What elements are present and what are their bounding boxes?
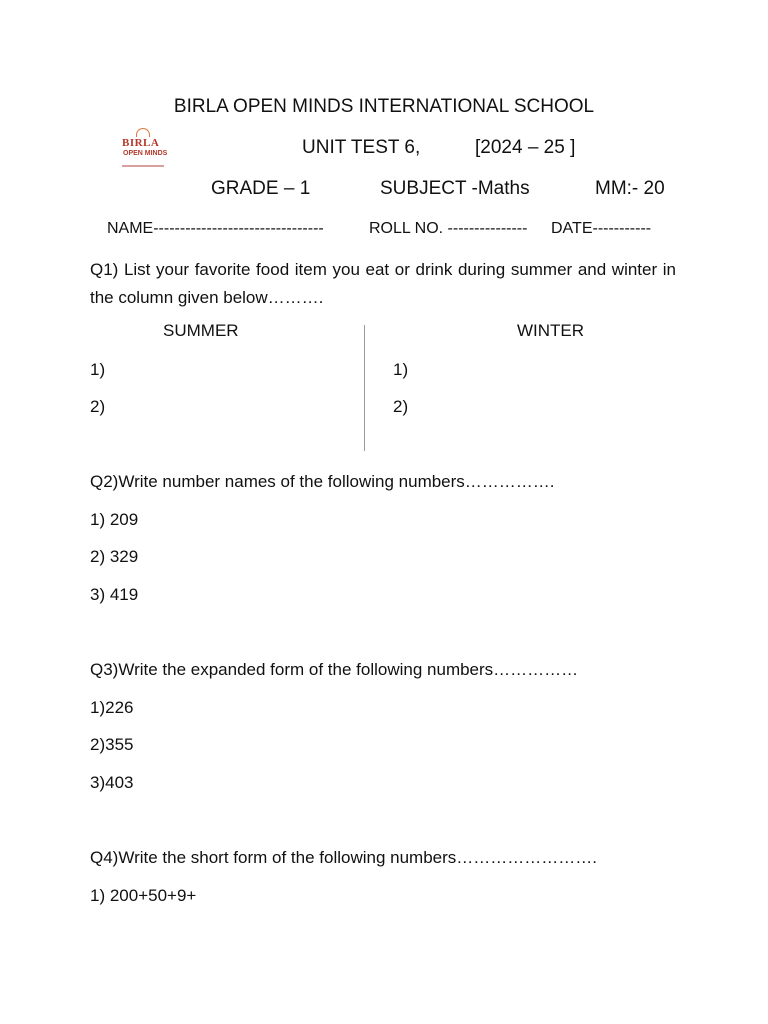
roll-no-field: ROLL NO. --------------- (369, 220, 528, 237)
subject-label: SUBJECT -Maths (380, 178, 530, 199)
winter-item: 2) (393, 397, 409, 416)
question-4: Q4)Write the short form of the following numbers……………………. (90, 848, 598, 867)
q2-item: 2) 329 (90, 547, 139, 566)
q2-item: 3) 419 (90, 585, 139, 604)
question-1: Q1) List your favorite food item you eat or drink during summer and winter in the column given below………. (90, 260, 676, 307)
q3-item: 2)355 (90, 735, 134, 754)
school-logo (118, 128, 168, 170)
column-divider (364, 325, 365, 451)
question-2: Q2)Write number names of the following numbers……………. (90, 472, 555, 491)
grade-label: GRADE – 1 (211, 178, 311, 199)
name-field: NAME-------------------------------- (107, 220, 324, 237)
winter-item: 1) (393, 360, 409, 379)
question-3: Q3)Write the expanded form of the following numbers…………… (90, 660, 579, 679)
unit-test-title: UNIT TEST 6, (302, 137, 421, 158)
summer-item: 2) (90, 397, 106, 416)
date-field: DATE----------- (551, 220, 652, 237)
sun-icon (136, 128, 150, 137)
school-name: BIRLA OPEN MINDS INTERNATIONAL SCHOOL (173, 96, 595, 117)
column-summer-header: SUMMER (163, 321, 239, 340)
column-winter-header: WINTER (517, 321, 585, 340)
logo-line1: BIRLA (122, 137, 160, 149)
q3-item: 3)403 (90, 773, 134, 792)
q3-item: 1)226 (90, 698, 134, 717)
session-year: [2024 – 25 ] (475, 137, 576, 158)
q4-item: 1) 200+50+9+ (90, 886, 197, 905)
logo-underline (122, 165, 164, 167)
q2-item: 1) 209 (90, 510, 139, 529)
logo-line2: OPEN MINDS (123, 150, 168, 157)
summer-item: 1) (90, 360, 106, 379)
max-marks: MM:- 20 (595, 178, 665, 199)
